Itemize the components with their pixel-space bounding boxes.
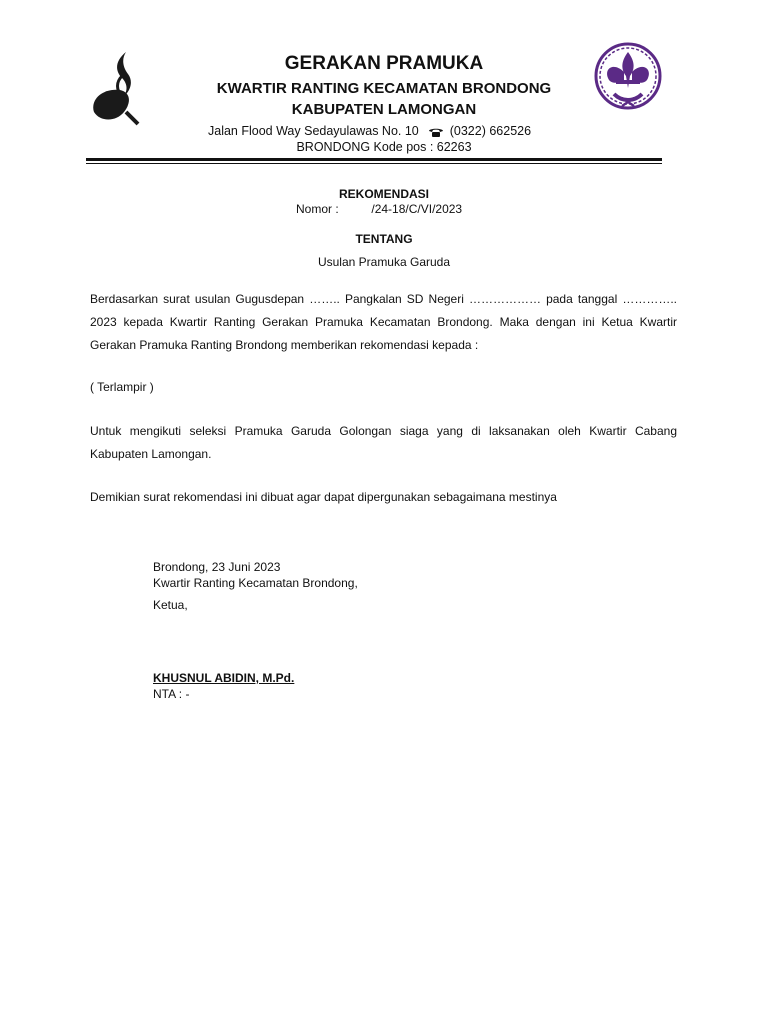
body-paragraph-1: Berdasarkan surat usulan Gugusdepan …….. Pangkalan SD Negeri ……………… pada tanggal ………….. 2023 kepada Kwartir Ranting Gerakan Pramuka Kecamatan Brondong. Maka dengan ini Ketua Kwartir Gerakan Pramuka Ranting Brondong memberikan rekomendasi kepada :	[90, 292, 677, 352]
phone-number: (0322) 662526	[449, 124, 532, 138]
postal-line: BRONDONG Kode pos : 62263	[296, 140, 472, 154]
attachment-note: ( Terlampir )	[90, 380, 154, 394]
letter-heading: REKOMENDASI	[338, 187, 429, 201]
header-divider-thick	[86, 158, 662, 161]
telephone-icon	[428, 127, 444, 137]
header-divider-thin	[86, 163, 662, 164]
place-date: Brondong, 23 Juni 2023	[153, 560, 281, 574]
org-title: GERAKAN PRAMUKA	[284, 53, 484, 74]
signatory-name: KHUSNUL ABIDIN, M.Pd.	[153, 671, 295, 685]
org-subtitle-branch: KWARTIR RANTING KECAMATAN BRONDONG	[216, 80, 552, 97]
signature-role: Ketua,	[153, 598, 188, 612]
org-subtitle-regency: KABUPATEN LAMONGAN	[291, 101, 477, 118]
subject-heading: TENTANG	[355, 232, 413, 246]
body-paragraph-2: Untuk mengikuti seleksi Pramuka Garuda Golongan siaga yang di laksanakan oleh Kwartir Cabang Kabupaten Lamongan.	[90, 424, 677, 461]
subject-text: Usulan Pramuka Garuda	[317, 255, 451, 269]
letter-number-value: /24-18/C/VI/2023	[371, 202, 463, 216]
address-text: Jalan Flood Way Sedayulawas No. 10	[208, 124, 419, 138]
address-line	[208, 124, 531, 138]
closing-paragraph: Demikian surat rekomendasi ini dibuat agar dapat dipergunakan sebagaimana mestinya	[90, 490, 557, 504]
letter-number-label: Nomor :	[296, 202, 339, 216]
tunas-kelapa-logo-icon	[86, 46, 146, 126]
fleur-de-lis-emblem-icon	[592, 42, 664, 114]
letter-number-row	[296, 202, 462, 216]
signatory-nta: NTA : -	[153, 687, 190, 701]
signature-organization: Kwartir Ranting Kecamatan Brondong,	[153, 576, 358, 590]
